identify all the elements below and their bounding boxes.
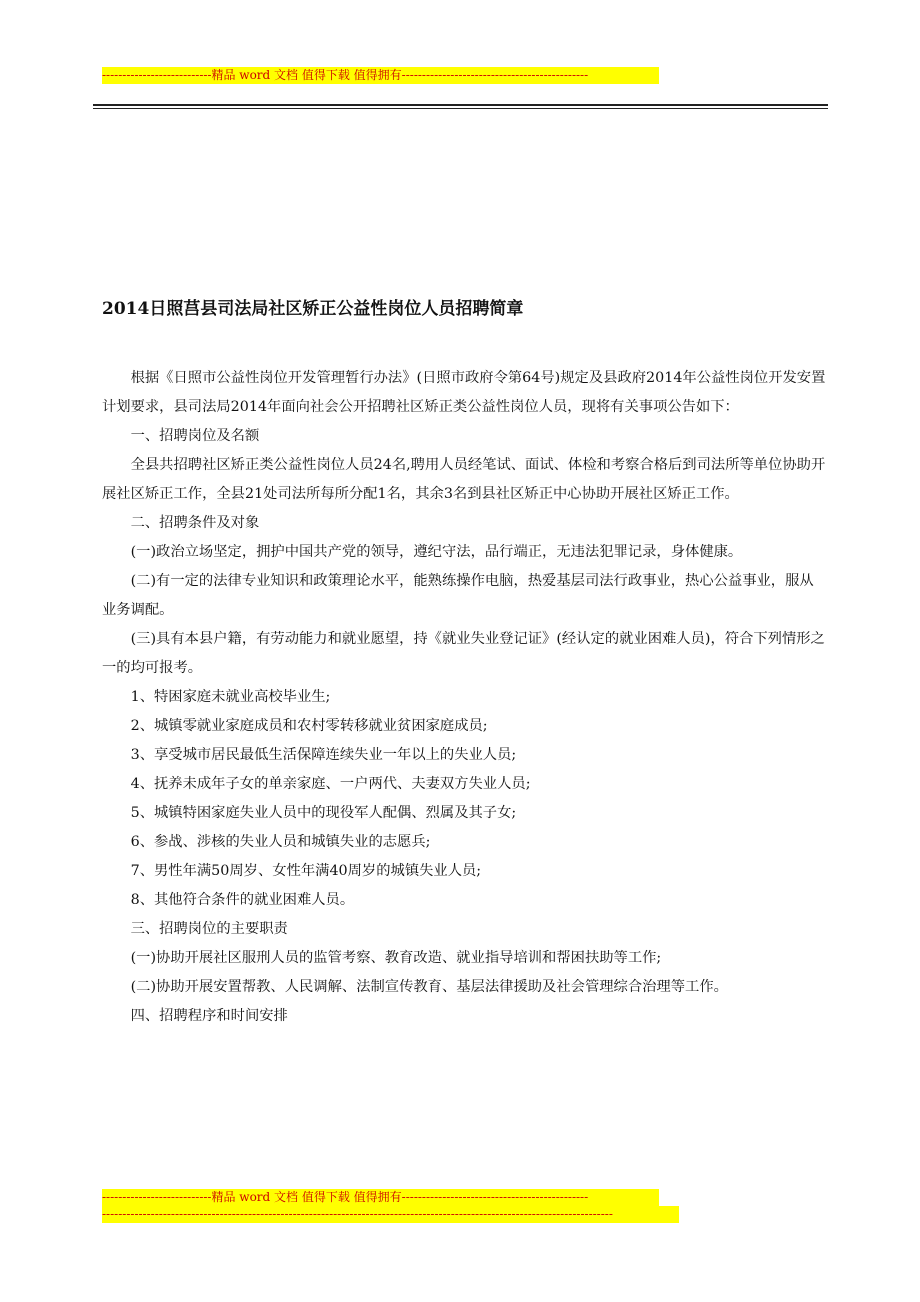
list-item-1: 1、特困家庭未就业高校毕业生; xyxy=(130,689,331,705)
list-item-3: 3、享受城市居民最低生活保障连续失业一年以上的失业人员; xyxy=(130,747,517,763)
list-item-7: 7、男性年满50周岁、女性年满40周岁的城镇失业人员; xyxy=(130,863,482,879)
header-rule-thin xyxy=(93,108,828,109)
footer-banner: ---------------------------精品 word 文档 值得下载 值得拥有---------------------------------------------- xyxy=(102,1189,659,1206)
condition-2: (二)有一定的法律专业知识和政策理论水平，能熟练操作电脑，热爱基层司法行政事业，热心公益事业，服从业务调配。 xyxy=(102,573,814,618)
document-body xyxy=(102,364,827,1031)
duty-2: (二)协助开展安置帮教、人民调解、法制宣传教育、基层法律援助及社会管理综合治理等工作。 xyxy=(130,979,728,995)
list-item-6: 6、参战、涉核的失业人员和城镇失业的志愿兵; xyxy=(130,834,431,850)
list-item-8: 8、其他符合条件的就业困难人员。 xyxy=(130,892,355,908)
section-heading-4: 四、招聘程序和时间安排 xyxy=(130,1008,288,1024)
paragraph-positions: 全县共招聘社区矫正类公益性岗位人员24名,聘用人员经笔试、面试、体检和考察合格后到司法所等单位协助开展社区矫正工作，全县21处司法所每所分配1名，其余3名到县社区矫正中心协助开展社区矫正工作。 xyxy=(102,457,826,502)
condition-3: (三)具有本县户籍，有劳动能力和就业愿望，持《就业失业登记证》(经认定的就业困难人员)，符合下列情形之一的均可报考。 xyxy=(102,631,825,676)
section-heading-3: 三、招聘岗位的主要职责 xyxy=(130,921,288,937)
list-item-4: 4、抚养未成年子女的单亲家庭、一户两代、夫妻双方失业人员; xyxy=(130,776,531,792)
section-heading-2: 二、招聘条件及对象 xyxy=(130,515,260,531)
duty-1: (一)协助开展社区服刑人员的监管考察、教育改造、就业指导培训和帮困扶助等工作; xyxy=(130,950,662,966)
header-banner: ---------------------------精品 word 文档 值得下载 值得拥有---------------------------------------------- xyxy=(102,67,659,84)
footer-banner-dashes: ------------------------------------------------------------------------------------------------------------------------------ xyxy=(102,1206,679,1223)
section-heading-1: 一、招聘岗位及名额 xyxy=(130,428,260,444)
list-item-5: 5、城镇特困家庭失业人员中的现役军人配偶、烈属及其子女; xyxy=(130,805,517,821)
list-item-2: 2、城镇零就业家庭成员和农村零转移就业贫困家庭成员; xyxy=(130,718,488,734)
document-title: 2014日照莒县司法局社区矫正公益性岗位人员招聘简章 xyxy=(102,299,524,319)
condition-1: (一)政治立场坚定，拥护中国共产党的领导，遵纪守法，品行端正，无违法犯罪记录，身体健康。 xyxy=(130,544,743,560)
header-rule-thick xyxy=(93,104,828,106)
paragraph-intro: 根据《日照市公益性岗位开发管理暂行办法》(日照市政府令第64号)规定及县政府2014年公益性岗位开发安置计划要求，县司法局2014年面向社会公开招聘社区矫正类公益性岗位人员，现将有关事项公告如下： xyxy=(102,370,826,415)
